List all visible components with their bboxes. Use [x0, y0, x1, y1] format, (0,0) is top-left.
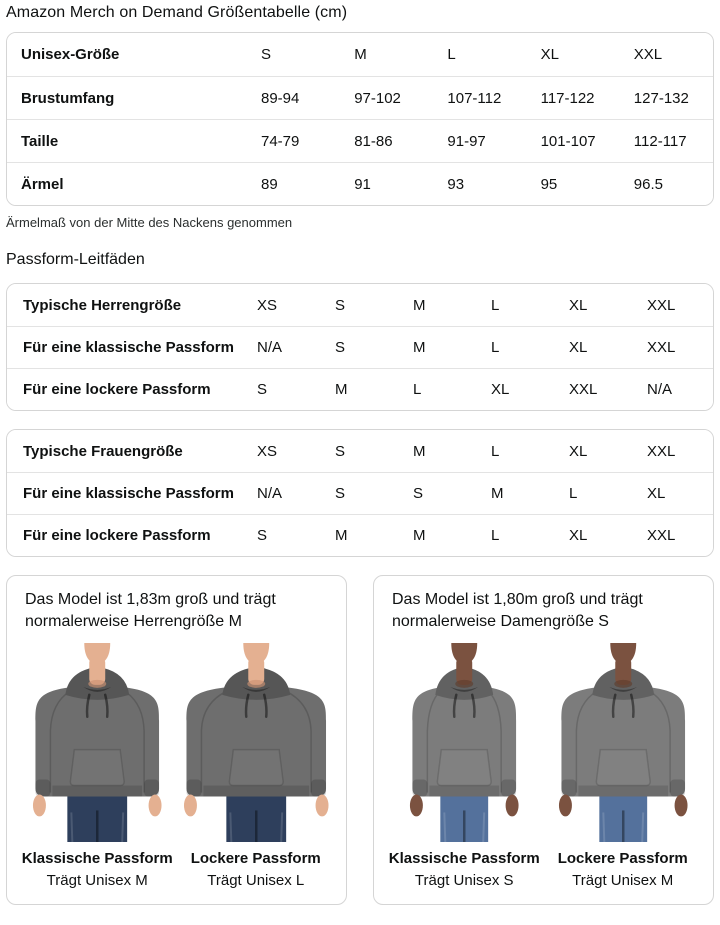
size-worn-label: Trägt Unisex S [414, 872, 514, 890]
table-row-chest [7, 76, 713, 119]
sleeve-value-xl: 95 [540, 175, 558, 193]
mens-col-l: L [491, 296, 500, 314]
chest-value-m: 97-102 [354, 89, 401, 107]
fit-label: Lockere Passform [190, 850, 321, 868]
mens-classic-m: M [413, 339, 426, 356]
womens-col-xl: XL [569, 442, 588, 460]
womens-guide-header-row [7, 430, 713, 472]
mens-classic-l: L [491, 339, 500, 356]
column-header-m: M [354, 46, 367, 63]
womens-loose-fit-row [7, 514, 713, 556]
mens-loose-m: L [413, 381, 422, 398]
mens-loose-fit-row [7, 368, 713, 410]
womens-col-s: S [335, 442, 346, 460]
male-loose-model-image [180, 643, 333, 842]
page-title: Amazon Merch on Demand Größentabelle (cm) [6, 4, 348, 21]
mens-classic-fit-label: Für eine klassische Passform [23, 339, 234, 356]
mens-classic-s: S [335, 339, 346, 356]
female-model-card [373, 575, 714, 905]
womens-loose-fit-label: Für eine lockere Passform [23, 527, 211, 544]
womens-col-xxl: XXL [647, 442, 676, 460]
row-label-sleeve: Ärmel [21, 175, 64, 193]
mens-col-m: M [413, 296, 426, 314]
mens-loose-xl: XXL [569, 381, 598, 398]
womens-classic-xl: L [569, 485, 578, 502]
mens-loose-s: M [335, 381, 348, 398]
column-header-s: S [261, 46, 272, 63]
womens-classic-xxl: XL [647, 485, 666, 502]
mens-guide-header-row [7, 284, 713, 326]
sleeve-value-m: 91 [354, 175, 371, 193]
sleeve-value-s: 89 [261, 175, 278, 193]
mens-col-xxl: XXL [647, 296, 676, 314]
table-row-sleeve [7, 162, 713, 205]
fit-guides-title: Passform-Leitfäden [6, 251, 145, 268]
fit-label: Klassische Passform [21, 850, 173, 868]
male-model-card [6, 575, 347, 905]
womens-classic-s: S [335, 485, 346, 502]
column-header-xxl: XXL [633, 46, 663, 63]
female-classic-model-image [388, 643, 541, 842]
mens-classic-xxl: XXL [647, 339, 676, 356]
row-label-chest: Brustumfang [21, 89, 115, 107]
row-label-waist: Taille [21, 132, 59, 150]
waist-value-l: 91-97 [447, 132, 486, 150]
male-loose-caption [180, 850, 333, 889]
female-classic-fit-photo [388, 643, 541, 889]
size-worn-label: Trägt Unisex M [46, 872, 148, 890]
female-loose-caption [547, 850, 700, 889]
womens-classic-xs: N/A [257, 485, 283, 502]
womens-loose-xs: S [257, 527, 268, 544]
womens-classic-fit-row [7, 472, 713, 514]
womens-col-l: L [491, 442, 500, 460]
waist-value-s: 74-79 [261, 132, 300, 150]
female-model-description: Das Model ist 1,80m groß und trägt normalerweise Damengröße S [392, 591, 643, 630]
womens-fit-guide-table [6, 429, 714, 557]
mens-loose-l: XL [491, 381, 510, 398]
fit-label: Klassische Passform [388, 850, 540, 868]
womens-classic-l: M [491, 485, 504, 502]
size-worn-label: Trägt Unisex L [207, 872, 305, 890]
male-loose-fit-photo [180, 643, 333, 889]
womens-classic-m: S [413, 485, 424, 502]
chest-value-l: 107-112 [447, 89, 502, 107]
male-classic-caption [21, 850, 174, 889]
male-classic-fit-photo [21, 643, 174, 889]
chest-value-xxl: 127-132 [633, 89, 689, 107]
female-loose-model-image [547, 643, 700, 842]
female-loose-fit-photo [547, 643, 700, 889]
column-header-xl: XL [540, 46, 559, 63]
sleeve-value-xxl: 96.5 [633, 175, 663, 193]
sleeve-value-l: 93 [447, 175, 465, 193]
male-classic-model-image [21, 643, 174, 842]
mens-loose-fit-label: Für eine lockere Passform [23, 381, 211, 398]
mens-col-xl: XL [569, 296, 588, 314]
unisex-size-table [6, 32, 714, 206]
mens-guide-header-label: Typische Herrengröße [23, 296, 182, 314]
waist-value-xxl: 112-117 [633, 132, 687, 150]
womens-col-m: M [413, 442, 426, 460]
size-worn-label: Trägt Unisex M [572, 872, 674, 890]
waist-value-xl: 101-107 [540, 132, 596, 150]
mens-loose-xxl: N/A [647, 381, 673, 398]
sleeve-measurement-footnote: Ärmelmaß von der Mitte des Nackens genommen [6, 215, 293, 230]
fit-label: Lockere Passform [557, 850, 688, 868]
womens-loose-xxl: XXL [647, 527, 676, 544]
model-cards [6, 575, 714, 905]
chest-value-xl: 117-122 [540, 89, 595, 107]
mens-fit-guide-table [6, 283, 714, 411]
womens-classic-fit-label: Für eine klassische Passform [23, 485, 234, 502]
mens-classic-fit-row [7, 326, 713, 368]
size-table-header-row [7, 33, 713, 76]
male-photos [21, 643, 332, 889]
male-model-description: Das Model ist 1,83m groß und trägt normalerweise Herrengröße M [25, 591, 276, 630]
table-row-waist [7, 119, 713, 162]
mens-loose-xs: S [257, 381, 268, 398]
womens-loose-l: L [491, 527, 500, 544]
chest-value-s: 89-94 [261, 89, 300, 107]
womens-loose-xl: XL [569, 527, 588, 544]
waist-value-m: 81-86 [354, 132, 393, 150]
mens-col-xs: XS [257, 296, 278, 314]
female-photos [388, 643, 699, 889]
mens-classic-xs: N/A [257, 339, 283, 356]
size-table-header-label: Unisex-Größe [21, 46, 120, 63]
womens-loose-s: M [335, 527, 348, 544]
column-header-l: L [447, 46, 456, 63]
womens-guide-header-label: Typische Frauengröße [23, 442, 183, 460]
female-classic-caption [388, 850, 541, 889]
womens-col-xs: XS [257, 442, 278, 460]
womens-loose-m: M [413, 527, 426, 544]
mens-col-s: S [335, 296, 346, 314]
mens-classic-xl: XL [569, 339, 588, 356]
